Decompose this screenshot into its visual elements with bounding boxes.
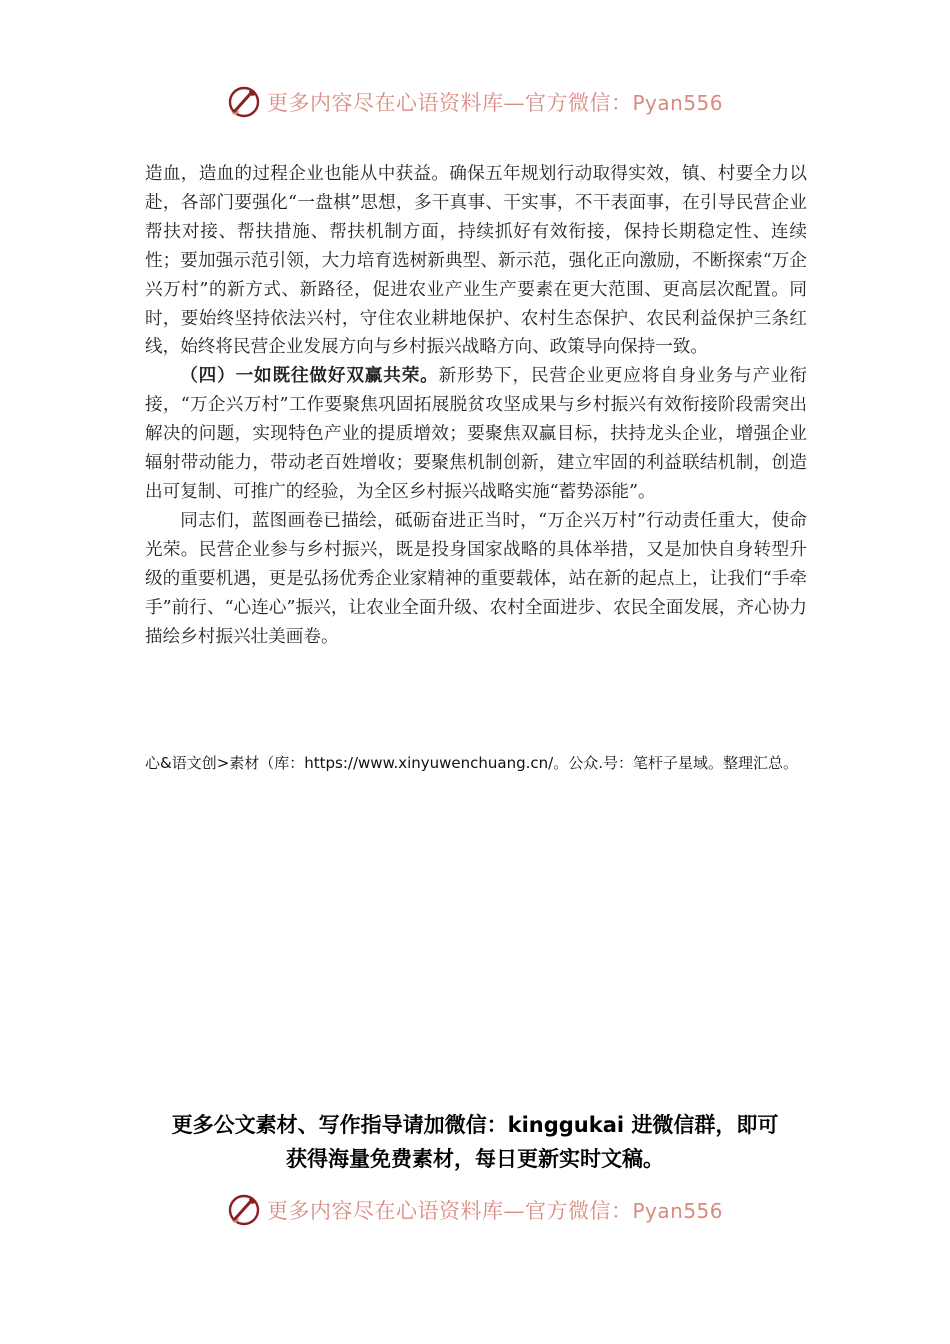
header-banner-separator: —: [503, 91, 525, 115]
footer-banner-text: [267, 1195, 723, 1225]
header-banner: [0, 82, 950, 122]
footer-banner-title: 更多内容尽在心语资料库: [266, 1199, 504, 1223]
source-note: 心&语文创>素材（库：https://www.xinyuwenchuang.cn/。公众.号：笔杆子星域。整理汇总。: [145, 754, 798, 772]
brush-logo-icon: [227, 1193, 261, 1227]
footer-banner-account: Pyan556: [632, 1199, 723, 1223]
footer-banner-official: 官方微信：: [524, 1199, 633, 1223]
header-banner-title: 更多内容尽在心语资料库: [266, 91, 504, 115]
body-paragraph-2: [145, 362, 807, 507]
promo-block: [0, 1108, 950, 1176]
brush-logo-icon: [227, 85, 261, 119]
header-banner-official: 官方微信：: [524, 91, 633, 115]
section-heading-four: （四）一如既往做好双赢共荣。: [180, 365, 439, 387]
footer-banner-separator: —: [503, 1199, 525, 1223]
body-paragraph-2-text: 新形势下，民营企业更应将自身业务与产业衔接，“万企兴万村”工作要聚焦巩固拓展脱贫攻坚成果与乡村振兴有效衔接阶段需突出解决的问题，实现特色产业的提质增效；要聚焦双赢目标，扶持龙头企业，增强企业辐射带动能力，带动老百姓增收；要聚焦机制创新，建立牢固的利益联结机制，创造出可复制、可推广的经验，为全区乡村振兴战略实施“蓄势添能”。: [145, 366, 807, 502]
body-paragraph-1: 造血，造血的过程企业也能从中获益。确保五年规划行动取得实效，镇、村要全力以赴，各部门要强化“一盘棋”思想，多干真事、干实事，不干表面事，在引导民营企业帮扶对接、帮扶措施、帮扶机制方面，持续抓好有效衔接，保持长期稳定性、连续性；要加强示范引领，大力培育选树新典型、新示范，强化正向激励，不断探索“万企兴万村”的新方式、新路径，促进农业产业生产要素在更大范围、更高层次配置。同时，要始终坚持依法兴村，守住农业耕地保护、农村生态保护、农民利益保护三条红线，始终将民营企业发展方向与乡村振兴战略方向、政策导向保持一致。: [145, 164, 807, 358]
document-body: [145, 160, 807, 651]
promo-line-2: 获得海量免费素材，每日更新实时文稿。: [286, 1147, 664, 1171]
body-paragraph-3: 同志们，蓝图画卷已描绘，砥砺奋进正当时，“万企兴万村”行动责任重大，使命光荣。民营企业参与乡村振兴，既是投身国家战略的具体举措，又是加快自身转型升级的重要机遇，更是弘扬优秀企业家精神的重要载体，站在新的起点上，让我们“手牵手”前行、“心连心”振兴，让农业全面升级、农村全面进步、农民全面发展，齐心协力描绘乡村振兴壮美画卷。: [145, 510, 807, 647]
footer-banner: [0, 1190, 950, 1230]
promo-line-1: 更多公文素材、写作指导请加微信：kinggukai 进微信群，即可: [171, 1113, 779, 1137]
header-banner-account: Pyan556: [632, 91, 723, 115]
header-banner-text: [267, 87, 723, 117]
